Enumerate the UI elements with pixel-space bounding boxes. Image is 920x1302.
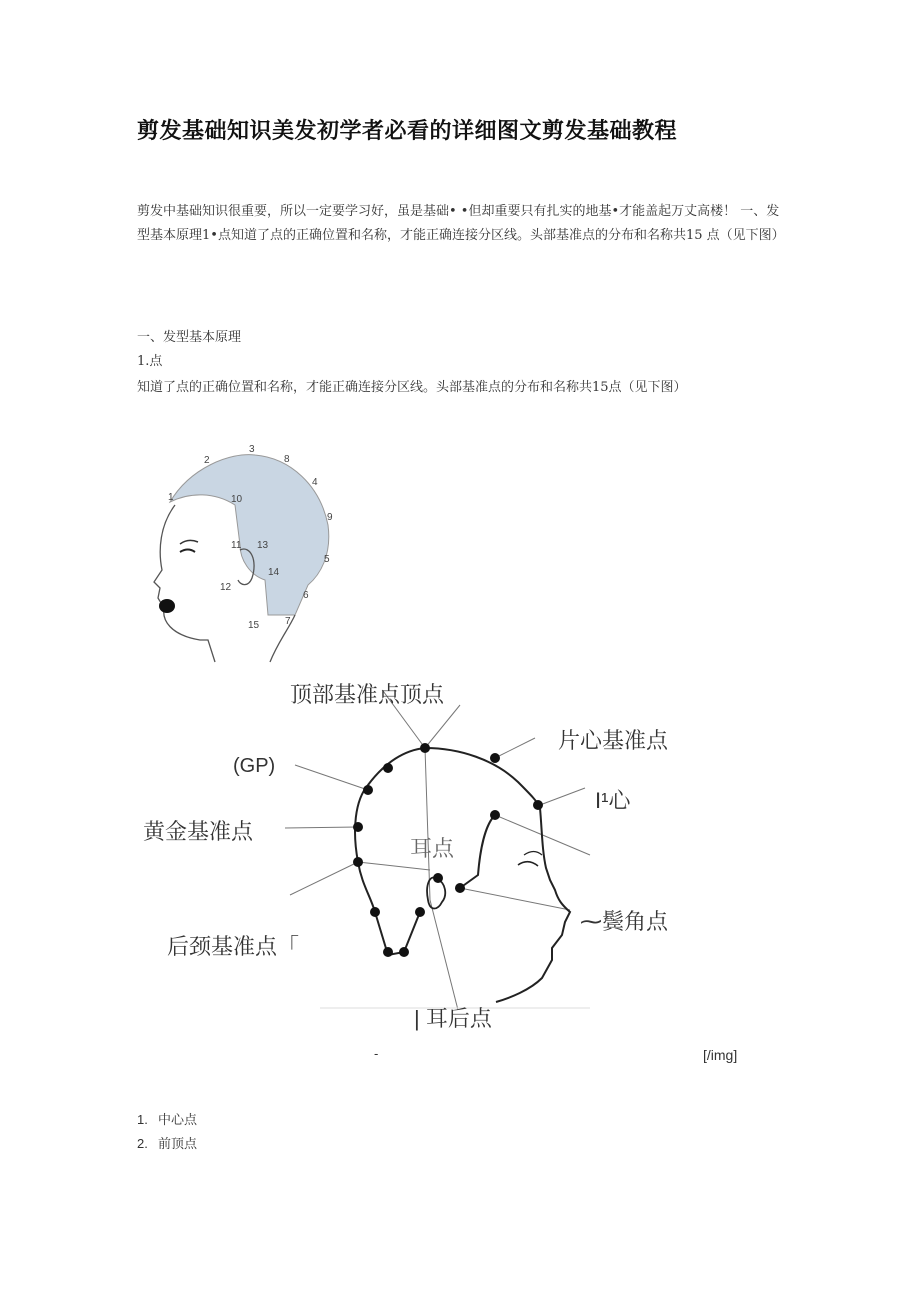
label-top-point: 顶部基准点顶点 [290,682,445,707]
neck-outline [358,862,420,955]
label-piece-center: 片心基准点 [558,728,669,753]
point-6: 6 [303,590,309,601]
point-12: 12 [220,582,232,593]
label-center: I¹心 [595,788,631,813]
point-2: 2 [204,455,210,466]
head-points-diagram [140,430,360,670]
head-outline [355,748,570,1002]
point-14: 14 [268,567,280,578]
point-10: 10 [231,494,243,505]
list-item [137,1109,197,1128]
label-gp: (GP) [233,755,276,777]
point-4: 4 [312,477,318,488]
img-dash: - [374,1046,379,1061]
label-sideburn-point: ⁓鬓角点 [580,909,669,934]
label-ear-back-point: | 耳后点 [414,1006,492,1031]
point-7: 7 [285,616,291,627]
eye [180,550,195,553]
page-title: 剪发基础知识美发初学者必看的详细图文剪发基础教程 [137,119,678,144]
intro-paragraph: 剪发中基础知识很重要，所以一定要学习好，虽是基础• •但却重要只有扎实的地基•才能盖起万丈高楼！ 一、发型基本原理1•点知道了点的正确位置和名称，才能正确连接分区线。头部基准点的分布和名称共15 点（见下图） [137,204,785,243]
point-1: 1 [168,492,174,503]
point-13: 13 [257,540,269,551]
list-item-text: 中心点 [157,1113,197,1128]
list-item [137,1133,197,1152]
img-end-tag: [/img] [703,1047,738,1063]
point-9: 9 [327,512,333,523]
eyebrow [524,852,542,856]
point-8: 8 [284,454,290,465]
label-golden-point: 黄金基准点 [143,819,254,844]
point-5: 5 [324,554,330,565]
list-item-number: 1. [137,1112,148,1127]
list-item-number: 2. [137,1136,148,1151]
list-item-text: 前顶点 [157,1137,197,1152]
label-ear-point: 耳点 [410,837,455,862]
label-nape-point: 后颈基准点「 [167,934,300,959]
eye [518,862,538,866]
hairline [460,815,495,888]
neck-line [270,615,295,662]
subsection-heading: 1.点 [137,354,163,369]
section-heading: 一、发型基本原理 [137,330,242,345]
point-3: 3 [249,444,255,455]
point-11: 11 [231,540,242,551]
face-profile [154,505,215,662]
eyebrow [180,540,198,544]
body-paragraph: 知道了点的正确位置和名称，才能正确连接分区线。头部基准点的分布和名称共15点（见下图） [137,380,687,395]
point-15: 15 [248,620,260,631]
lips [159,599,175,613]
